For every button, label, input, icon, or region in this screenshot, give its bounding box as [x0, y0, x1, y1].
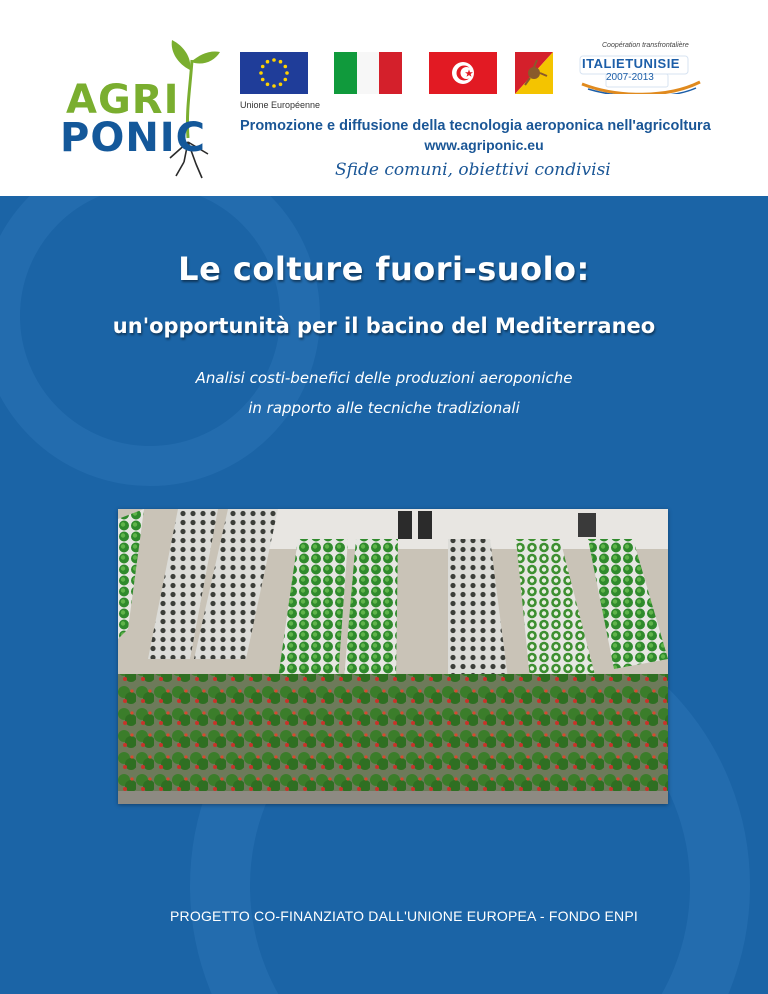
- tunisia-flag-icon: [429, 52, 497, 94]
- sicily-flag-icon: [515, 52, 553, 94]
- header: [0, 0, 768, 196]
- agriponic-logo: [60, 30, 235, 185]
- lead-line-1: Analisi costi-benefici delle produzioni aeroponiche: [195, 369, 573, 387]
- motto: Sfide comuni, obiettivi condivisi: [335, 160, 611, 180]
- coop-years: 2007-2013: [606, 72, 654, 83]
- eu-flag-icon: [240, 52, 308, 94]
- greenhouse-illustration: [118, 509, 668, 804]
- coop-name: ITALIETUNISIE: [582, 56, 680, 71]
- cover-body: [0, 196, 768, 994]
- aeroponic-greenhouse-photo: [118, 509, 668, 804]
- cover-title: Le colture fuori-suolo:: [178, 250, 590, 288]
- italy-flag-icon: [334, 52, 402, 94]
- website-url: www.agriponic.eu: [424, 137, 544, 153]
- lead-line-2: in rapporto alle tecniche tradizionali: [248, 399, 520, 417]
- logo-ponic-text: PONIC: [60, 115, 207, 161]
- promo-line: Promozione e diffusione della tecnologia aeroponica nell'agricoltura: [240, 118, 711, 134]
- logo-agri-text: AGRI: [66, 77, 180, 123]
- footer-funding: PROGETTO CO-FINANZIATO DALL'UNIONE EUROPEA - FONDO ENPI: [170, 908, 638, 924]
- coop-caption: Coopération transfrontalière: [602, 42, 689, 49]
- eu-caption: Unione Européenne: [240, 100, 321, 110]
- italie-tunisie-logo: [572, 42, 722, 100]
- cover-subtitle: un'opportunità per il bacino del Mediterraneo: [112, 314, 656, 338]
